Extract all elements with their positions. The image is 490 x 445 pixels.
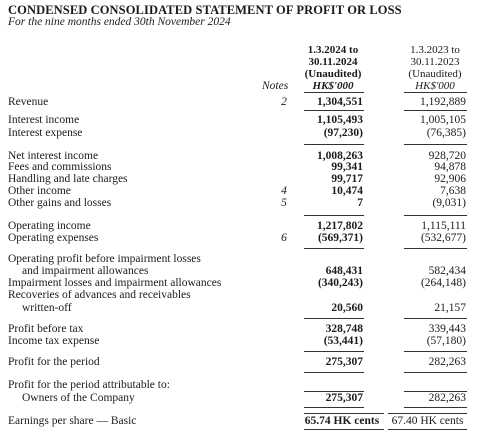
row-value-current: 648,431	[325, 265, 363, 277]
row-value-current: (340,243)	[317, 277, 363, 289]
row-value-prior: 582,434	[428, 265, 466, 277]
row-value-prior: (264,148)	[420, 277, 466, 289]
header-line: (Unaudited)	[304, 68, 362, 80]
table-row	[0, 127, 490, 140]
rule-interest-current	[304, 144, 364, 145]
header-rule-current	[304, 92, 364, 93]
notes-column-header: Notes	[262, 80, 289, 92]
row-value-prior: 928,720	[428, 150, 466, 162]
row-value-current: (53,441)	[323, 335, 363, 347]
row-value-current: 99,341	[331, 161, 363, 173]
statement-title: CONDENSED CONSOLIDATED STATEMENT OF PROFIT OR LOSS	[8, 3, 402, 17]
row-value-prior: 21,157	[434, 302, 466, 314]
row-value-prior: (76,385)	[426, 127, 466, 139]
rule-interest-prior	[404, 144, 467, 145]
rule-eps-bottom-prior	[388, 429, 467, 430]
row-label: Other income	[8, 185, 71, 197]
row-label: Income tax expense	[8, 335, 100, 347]
header-line: 1.3.2024 to	[307, 44, 359, 56]
rule-impairment-current	[304, 318, 364, 319]
table-row	[0, 96, 490, 109]
row-label: Interest expense	[8, 127, 83, 139]
row-value-prior: 1,115,111	[421, 220, 466, 232]
row-value-prior: (57,180)	[426, 335, 466, 347]
header-line: HK$'000	[312, 80, 354, 92]
row-note: 6	[281, 232, 287, 244]
row-label: Profit for the period	[8, 356, 100, 368]
row-label: Other gains and losses	[8, 197, 112, 209]
rule-operating-prior	[404, 248, 467, 249]
row-label: Handling and late charges	[8, 173, 128, 185]
rule-tax-prior	[404, 351, 467, 352]
row-value-prior: 1,192,889	[420, 96, 466, 108]
row-value-prior: 282,263	[428, 392, 466, 404]
row-label: Fees and commissions	[8, 161, 112, 173]
row-note: 2	[281, 96, 287, 108]
table-row	[0, 302, 490, 315]
header-line: (Unaudited)	[408, 68, 462, 80]
row-value-prior: 339,443	[428, 323, 466, 335]
row-value-current: 20,560	[331, 302, 363, 314]
row-value-current: 1,105,493	[317, 114, 363, 126]
row-label: Impairment losses and impairment allowances	[8, 277, 222, 289]
rule-owners-top-prior	[404, 391, 467, 392]
rule-revenue-current	[304, 110, 364, 111]
row-value-prior: 92,906	[434, 173, 466, 185]
table-row	[0, 392, 490, 405]
rule-owners-bottom-current	[304, 407, 364, 408]
row-label: Operating profit before impairment losses	[8, 253, 201, 265]
table-row	[0, 335, 490, 348]
table-row	[0, 232, 490, 245]
table-row	[0, 356, 490, 369]
row-note: 4	[281, 185, 287, 197]
row-value-current: 1,217,802	[317, 220, 363, 232]
rule-eps-bottom-current	[304, 429, 384, 430]
row-value-current: (97,230)	[323, 127, 363, 139]
row-label: Revenue	[8, 96, 49, 108]
row-label: and impairment allowances	[22, 265, 149, 277]
rule-revenue-prior	[404, 110, 467, 111]
column-header-current-period	[302, 44, 364, 92]
row-label: Interest income	[8, 114, 80, 126]
row-label: Operating expenses	[8, 232, 99, 244]
column-header-prior-period	[403, 44, 467, 92]
row-label: Profit for the period attributable to:	[8, 379, 170, 391]
rule-operating-current	[304, 248, 364, 249]
header-line: HK$'000	[415, 80, 455, 92]
row-value-current: 10,474	[331, 185, 363, 197]
row-label: Operating income	[8, 220, 91, 232]
row-value-current: 1,304,551	[317, 96, 363, 108]
row-value-current: (569,371)	[317, 232, 363, 244]
row-value-current: 1,008,263	[317, 150, 363, 162]
row-value-current: 7	[357, 197, 363, 209]
rule-profit-prior	[404, 372, 467, 373]
rule-profit-current	[304, 372, 364, 373]
row-label: Net interest income	[8, 150, 99, 162]
rule-impairment-prior	[404, 318, 467, 319]
row-label: Earnings per share — Basic	[8, 415, 137, 427]
row-value-current: 275,307	[325, 356, 363, 368]
table-row	[0, 289, 490, 302]
row-label: Recoveries of advances and receivables	[8, 289, 191, 301]
row-value-current: 328,748	[325, 323, 363, 335]
header-rule-prior	[404, 92, 467, 93]
table-row	[0, 114, 490, 127]
row-value-prior: 282,263	[428, 356, 466, 368]
header-line: 30.11.2024	[308, 56, 358, 68]
row-value-prior: (532,677)	[420, 232, 466, 244]
row-value-current: 65.74 HK cents	[304, 415, 380, 427]
row-label: Profit before tax	[8, 323, 84, 335]
rule-eps-top-prior	[388, 413, 467, 414]
row-label: written-off	[22, 302, 72, 314]
row-value-prior: 94,878	[434, 161, 466, 173]
rule-eps-top-current	[304, 413, 384, 414]
row-value-current: 275,307	[325, 392, 363, 404]
header-line: 1.3.2023 to	[410, 44, 460, 56]
row-value-prior: 1,005,105	[420, 114, 466, 126]
header-line: 30.11.2023	[410, 56, 460, 68]
table-row	[0, 415, 490, 428]
row-value-prior: (9,031)	[432, 197, 466, 209]
row-value-prior: 7,638	[440, 185, 466, 197]
rule-income-block-prior	[404, 215, 467, 216]
rule-income-block-current	[304, 215, 364, 216]
rule-owners-bottom-prior	[404, 407, 467, 408]
table-row	[0, 197, 490, 210]
row-value-prior: 67.40 HK cents	[391, 415, 464, 427]
row-label: Owners of the Company	[22, 392, 135, 404]
rule-owners-top-current	[304, 391, 364, 392]
row-note: 5	[281, 197, 287, 209]
row-value-current: 99,717	[331, 173, 363, 185]
rule-tax-current	[304, 351, 364, 352]
statement-subtitle: For the nine months ended 30th November 2024	[8, 16, 231, 28]
